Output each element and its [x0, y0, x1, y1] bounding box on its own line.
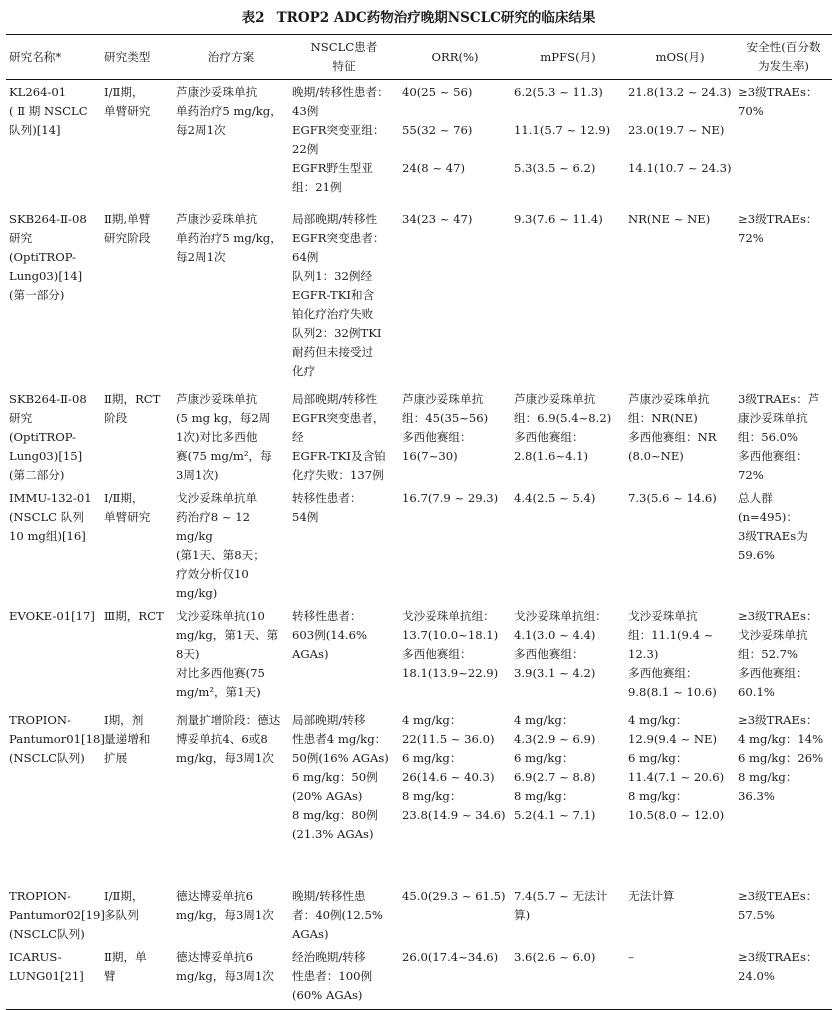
cell-safety-text: ≥3级TRAEs： 4 mg/kg：14% 6 mg/kg：26% 8 mg/kg：36.3%: [738, 712, 824, 803]
cell-study: [6, 883, 105, 944]
cell-study: [6, 485, 101, 603]
cell-population-text: 晚期/转移性患 者：40例(12.5% AGAs): [292, 888, 383, 941]
cell-population: [289, 206, 399, 386]
cell-orr-text: 芦康沙妥珠单抗 组：45(35~56) 多西他赛组： 16(7~30): [402, 391, 489, 463]
cell-population-subgroup: 晚期/转移性患者： 43例: [292, 85, 389, 118]
cell-mpfs: [511, 485, 625, 603]
cell-regimen-text: 芦康沙妥珠单抗 单药治疗5 mg/kg， 每2周1次: [176, 85, 282, 137]
cell-safety-text: ≥3级TRAEs： 70%: [738, 85, 818, 118]
cell-mos-text: 芦康沙妥珠单抗 组：NR(NE) 多西他赛组：NR (8.0~NE): [628, 391, 717, 463]
cell-study: [6, 80, 101, 206]
cell-safety-text: 3级TRAEs：芦 康沙妥珠单抗 组：56.0% 多西他赛组： 72%: [738, 391, 820, 482]
cell-safety: [735, 206, 832, 386]
cell-regimen-text: 戈沙妥珠单抗单 药治疗8 ~ 12 mg/kg (第1天、第8天； 疗效分析仅10 mg/kg): [176, 490, 265, 600]
cell-population-text: 转移性患者： 54例: [292, 490, 362, 524]
cell-type-text: Ⅰ/Ⅱ期， 多队列: [104, 888, 144, 922]
table-row: [6, 883, 832, 944]
cell-mpfs: [511, 80, 625, 206]
cell-study-text: KL264-01 ( Ⅱ 期 NSCLC 队列)[14]: [9, 85, 88, 137]
cell-study-text: EVOKE-01[17]: [9, 608, 95, 623]
cell-orr: [399, 485, 511, 603]
cell-type: [101, 603, 173, 707]
header-row: [6, 35, 832, 80]
cell-regimen: [173, 386, 289, 485]
cell-safety: [735, 944, 832, 1010]
cell-orr-subgroup: 24(8 ~ 47): [402, 161, 466, 175]
cell-mos: [625, 485, 735, 603]
cell-study-text: IMMU-132-01 (NSCLC 队列 10 mg组)[16]: [9, 490, 92, 543]
cell-type: [101, 707, 173, 883]
cell-population-text: 转移性患者： 603例(14.6% AGAs): [292, 608, 368, 661]
cell-study: [6, 206, 101, 386]
header-type: 研究类型: [101, 35, 173, 80]
cell-mpfs-text: 3.6(2.6 ~ 6.0): [514, 949, 596, 964]
cell-mos: [625, 707, 735, 883]
cell-orr-text: 26.0(17.4~34.6): [402, 949, 499, 964]
cell-regimen-text: 芦康沙妥珠单抗 (5 mg kg，每2周 1次)对比多西他 赛(75 mg/m²，每 3周1次): [176, 391, 272, 482]
cell-mos-text: NR(NE ~ NE): [628, 211, 711, 226]
header-orr: ORR(%): [399, 35, 511, 80]
cell-orr-text: 16.7(7.9 ~ 29.3): [402, 490, 499, 505]
cell-regimen: [173, 944, 289, 1010]
cell-mos: [625, 603, 735, 707]
cell-mos: [625, 206, 735, 386]
cell-type-text: Ⅰ期，剂 量递增和 扩展: [104, 712, 151, 765]
cell-type: [101, 883, 173, 944]
table-row: [6, 485, 832, 603]
cell-safety: [735, 707, 832, 883]
header-population: NSCLC患者 特征: [289, 35, 399, 80]
cell-population-text: 局部晚期/转移性 EGFR突变患者： 64例 队列1：32例经 EGFR-TKI和含 铂化疗治疗失败 队列2：32例TKI 耐药但未接受过 化疗: [292, 211, 385, 378]
cell-type-text: Ⅰ/Ⅱ期， 单臂研究: [104, 490, 151, 524]
cell-mpfs-text: 9.3(7.6 ~ 11.4): [514, 211, 603, 226]
cell-mos: [625, 80, 735, 206]
cell-orr-text: 45.0(29.3 ~ 61.5): [402, 888, 506, 903]
cell-regimen: [173, 80, 289, 206]
cell-mpfs-text: 4 mg/kg： 4.3(2.9 ~ 6.9) 6 mg/kg： 6.9(2.7 ~ 8.8) 8 mg/kg： 5.2(4.1 ~ 7.1): [514, 712, 596, 822]
cell-orr: [399, 386, 511, 485]
cell-population-subgroup: EGFR突变亚组： 22例: [292, 123, 385, 156]
cell-regimen: [173, 603, 289, 707]
header-safety: 安全性(百分数 为发生率): [735, 35, 832, 80]
cell-orr: [399, 80, 511, 206]
cell-mos-subgroup: 14.1(10.7 ~ 24.3): [628, 161, 732, 175]
cell-type-text: Ⅲ期，RCT: [104, 608, 164, 623]
cell-regimen: [173, 707, 289, 883]
cell-population: [289, 707, 399, 883]
cell-safety-text: 总人群(n=495)： 3级TRAEs为 59.6%: [738, 490, 808, 562]
cell-type: [101, 944, 173, 1010]
header-mos: mOS(月): [625, 35, 735, 80]
cell-mpfs: [511, 883, 625, 944]
cell-population: [289, 883, 399, 944]
cell-mpfs: [511, 944, 625, 1010]
cell-mpfs: [511, 603, 625, 707]
header-study: 研究名称*: [6, 35, 101, 80]
cell-population: [289, 80, 399, 206]
cell-study-text: TROPION- Pantumor01[18] (NSCLC队列): [9, 712, 105, 765]
cell-population: [289, 485, 399, 603]
cell-regimen-text: 德达博妥单抗6 mg/kg，每3周1次: [176, 888, 274, 922]
cell-mpfs-text: 戈沙妥珠单抗组： 4.1(3.0 ~ 4.4) 多西他赛组： 3.9(3.1 ~ 4.2): [514, 608, 607, 680]
cell-mpfs: [511, 707, 625, 883]
cell-population: [289, 386, 399, 485]
cell-mpfs-text: 芦康沙妥珠单抗 组：6.9(5.4~8.2) 多西他赛组： 2.8(1.6~4.1): [514, 391, 612, 463]
cell-mpfs: [511, 386, 625, 485]
cell-orr-text: 4 mg/kg： 22(11.5 ~ 36.0) 6 mg/kg： 26(14.6 ~ 40.3) 8 mg/kg： 23.8(14.9 ~ 34.6): [402, 712, 506, 822]
table-body: [6, 80, 832, 1010]
cell-mos-text: 无法计算: [628, 888, 675, 903]
cell-mos: [625, 883, 735, 944]
cell-type-text: Ⅱ期，RCT 阶段: [104, 391, 161, 425]
cell-safety: [735, 883, 832, 944]
table-row: [6, 944, 832, 1010]
cell-mos: [625, 944, 735, 1010]
cell-mos-subgroup: 23.0(19.7 ~ NE): [628, 123, 725, 137]
cell-orr-subgroup: 55(32 ~ 76): [402, 123, 473, 137]
cell-mpfs-text: 7.4(5.7 ~ 无法计算): [514, 888, 608, 922]
cell-type: [101, 485, 173, 603]
cell-safety-text: ≥3级TRAEs： 戈沙妥珠单抗 组：52.7% 多西他赛组： 60.1%: [738, 608, 818, 699]
cell-population-text: 经治晚期/转移 性患者：100例 (60% AGAs): [292, 949, 373, 1002]
cell-mpfs-text: 4.4(2.5 ~ 5.4): [514, 490, 596, 505]
table-caption: [0, 6, 837, 26]
cell-safety-text: ≥3级TRAEs： 24.0%: [738, 949, 818, 983]
cell-safety: [735, 80, 832, 206]
cell-mos-text: 戈沙妥珠单抗 组：11.1(9.4 ~ 12.3) 多西他赛组： 9.8(8.1 ~ 10.6): [628, 608, 717, 699]
cell-population: [289, 944, 399, 1010]
cell-population: [289, 603, 399, 707]
cell-study-text: ICARUS- LUNG01[21]: [9, 949, 84, 983]
cell-population-text: 局部晚期/转移 性患者4 mg/kg： 50例(16% AGAs) 6 mg/kg：50例 (20% AGAs) 8 mg/kg：80例 (21.3% AGAs): [292, 712, 389, 841]
cell-study-text: SKB264-Ⅱ-08 研究(OptiTROP- Lung03)[15] (第二部分): [9, 391, 87, 482]
cell-regimen-text: 芦康沙妥珠单抗 单药治疗5 mg/kg， 每2周1次: [176, 211, 282, 264]
cell-study: [6, 707, 105, 883]
cell-population-text: 局部晚期/转移性 EGFR突变患者，经 EGFR-TKI及含铂 化疗失败：137例: [292, 391, 386, 482]
table-title: TROP2 ADC药物治疗晚期NSCLC研究的临床结果: [276, 10, 596, 26]
table-row: [6, 206, 832, 386]
cell-orr-text: 34(23 ~ 47): [402, 211, 473, 226]
clinical-results-table: [6, 34, 832, 1010]
cell-safety-text: ≥3级TEAEs： 57.5%: [738, 888, 818, 922]
cell-orr: [399, 883, 511, 944]
cell-safety: [735, 386, 832, 485]
cell-regimen: [173, 485, 289, 603]
cell-orr-subgroup: 40(25 ~ 56): [402, 85, 473, 99]
cell-type-text: Ⅱ期,单臂 研究阶段: [104, 211, 151, 245]
cell-mpfs-subgroup: 6.2(5.3 ~ 11.3): [514, 85, 603, 99]
cell-study-text: TROPION- Pantumor02[19] (NSCLC队列): [9, 888, 105, 941]
cell-orr: [399, 603, 511, 707]
cell-type: [101, 386, 173, 485]
cell-mpfs-subgroup: 5.3(3.5 ~ 6.2): [514, 161, 596, 175]
cell-regimen-text: 戈沙妥珠单抗(10 mg/kg，第1天、第 8天) 对比多西他赛(75 mg/m²，第1天): [176, 608, 279, 699]
table-row: [6, 80, 832, 206]
cell-mpfs: [511, 206, 625, 386]
header-regimen: 治疗方案: [173, 35, 289, 80]
cell-mos-text: –: [628, 949, 634, 964]
table-row: [6, 603, 832, 707]
cell-study: [6, 603, 101, 707]
cell-study: [6, 944, 101, 1010]
table-row: [6, 707, 832, 883]
cell-study-text: SKB264-Ⅱ-08 研究(OptiTROP- Lung03)[14] (第一部分): [9, 211, 87, 302]
cell-regimen: [173, 883, 289, 944]
cell-mos-text: 4 mg/kg： 12.9(9.4 ~ NE) 6 mg/kg： 11.4(7.1 ~ 20.6) 8 mg/kg： 10.5(8.0 ~ 12.0): [628, 712, 725, 822]
cell-safety-text: ≥3级TRAEs： 72%: [738, 211, 818, 245]
cell-population-subgroup: EGFR野生型亚 组：21例: [292, 161, 373, 194]
cell-regimen: [173, 206, 289, 386]
cell-orr-text: 戈沙妥珠单抗组： 13.7(10.0~18.1) 多西他赛组： 18.1(13.9~22.9): [402, 608, 499, 680]
cell-mpfs-subgroup: 11.1(5.7 ~ 12.9): [514, 123, 611, 137]
cell-study: [6, 386, 101, 485]
cell-safety: [735, 485, 832, 603]
cell-safety: [735, 603, 832, 707]
cell-mos-text: 7.3(5.6 ~ 14.6): [628, 490, 717, 505]
cell-mos-subgroup: 21.8(13.2 ~ 24.3): [628, 85, 732, 99]
cell-mos: [625, 386, 735, 485]
cell-orr: [399, 944, 511, 1010]
cell-type: [101, 206, 173, 386]
cell-regimen-text: 剂量扩增阶段：德达 博妥单抗4、6或8 mg/kg，每3周1次: [176, 712, 281, 765]
cell-regimen-text: 德达博妥单抗6 mg/kg，每3周1次: [176, 949, 274, 983]
cell-type: [101, 80, 173, 206]
cell-orr: [399, 707, 511, 883]
cell-type-text: Ⅱ期，单 臂: [104, 949, 147, 983]
cell-orr: [399, 206, 511, 386]
table-number: 表2: [241, 10, 265, 26]
cell-type-text: Ⅰ/Ⅱ期， 单臂研究: [104, 85, 151, 118]
table-row: [6, 386, 832, 485]
header-mpfs: mPFS(月): [511, 35, 625, 80]
